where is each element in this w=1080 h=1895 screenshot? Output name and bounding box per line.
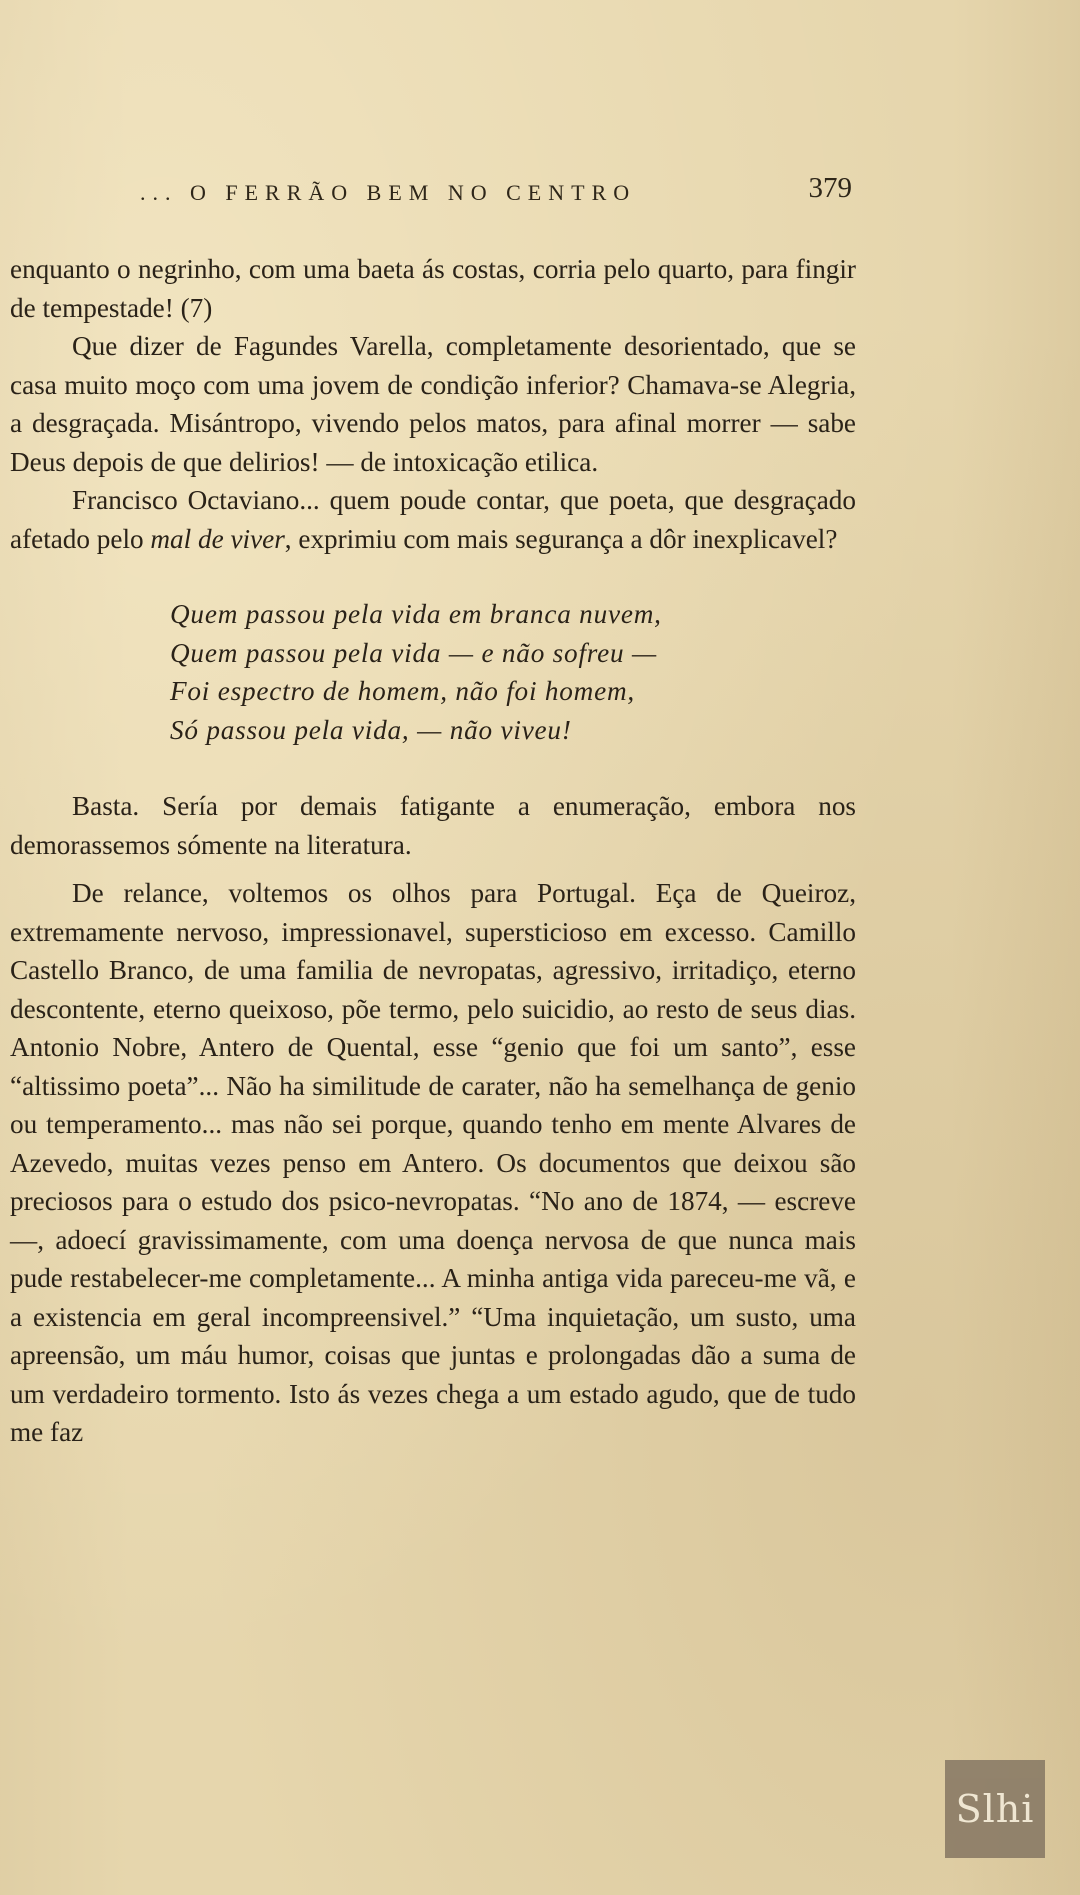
paragraph-octaviano-text-2: , exprimiu com mais segurança a dôr inexplicavel? (284, 523, 838, 554)
paragraph-gap (10, 864, 856, 874)
library-logo-text: Slhi (955, 1787, 1035, 1831)
running-head (140, 172, 852, 212)
paragraph-octaviano-text-1: Francisco Octaviano... quem poude contar, que poeta, que desgraçado afetado pelo (10, 485, 856, 554)
poem-quote (170, 595, 856, 749)
body-text (10, 250, 856, 1452)
running-title: ... O FERRÃO BEM NO CENTRO (140, 180, 637, 205)
page-number: 379 (808, 172, 852, 204)
paragraph-varella: Que dizer de Fagundes Varella, completamente desorientado, que se casa muito moço com uma jovem de condição inferior? Chamava-se Alegria, a desgraçada. Misántropo, vivendo pelos matos, para afinal morrer — sabe Deus depois de que delirios! — de intoxicação etilica. (10, 331, 856, 477)
paragraph-basta: Basta. Sería por demais fatigante a enumeração, embora nos demorassemos sómente na literatura. (10, 791, 856, 860)
paragraph-continuation: enquanto o negrinho, com uma baeta ás costas, corria pelo quarto, para fingir de tempestade! (7) (10, 254, 856, 323)
italic-phrase: mal de viver (150, 523, 285, 554)
poem-verse: Quem passou pela vida — e não sofreu — (170, 637, 658, 668)
poem-verse: Só passou pela vida, — não viveu! (170, 714, 572, 745)
paragraph-portugal: De relance, voltemos os olhos para Portugal. Eça de Queiroz, extremamente nervoso, impressionavel, supersticioso em excesso. Camillo Castello Branco, de uma familia de nevropatas, agressivo, irritadiço, eterno descontente, eterno queixoso, põe termo, pelo suicidio, ao resto de seus dias. Antonio Nobre, Antero de Quental, esse “genio que foi um santo”, esse “altissimo poeta”... Não ha similitude de carater, não ha semelhança de genio ou temperamento... mas não sei porque, quando tenho em mente Alvares de Azevedo, muitas vezes penso em Antero. Os documentos que deixou são preciosos para o estudo dos psico-nevropatas. “No ano de 1874, — escreve —, adoecí gravissimamente, com uma doença nervosa de que nunca mais pude restabelecer-me completamente... A minha antiga vida pareceu-me vã, e a existencia em geral incompreensivel.” “Uma inquietação, um susto, uma apreensão, um máu humor, coisas que juntas e prolongadas dão a suma de um verdadeiro tormento. Isto ás vezes chega a um estado agudo, que de tudo me faz (10, 878, 856, 1447)
library-logo (945, 1760, 1045, 1858)
paragraph-octaviano (10, 481, 856, 558)
poem-verse: Foi espectro de homem, não foi homem, (170, 676, 636, 706)
poem-verse: Quem passou pela vida em branca nuvem, (170, 599, 662, 629)
